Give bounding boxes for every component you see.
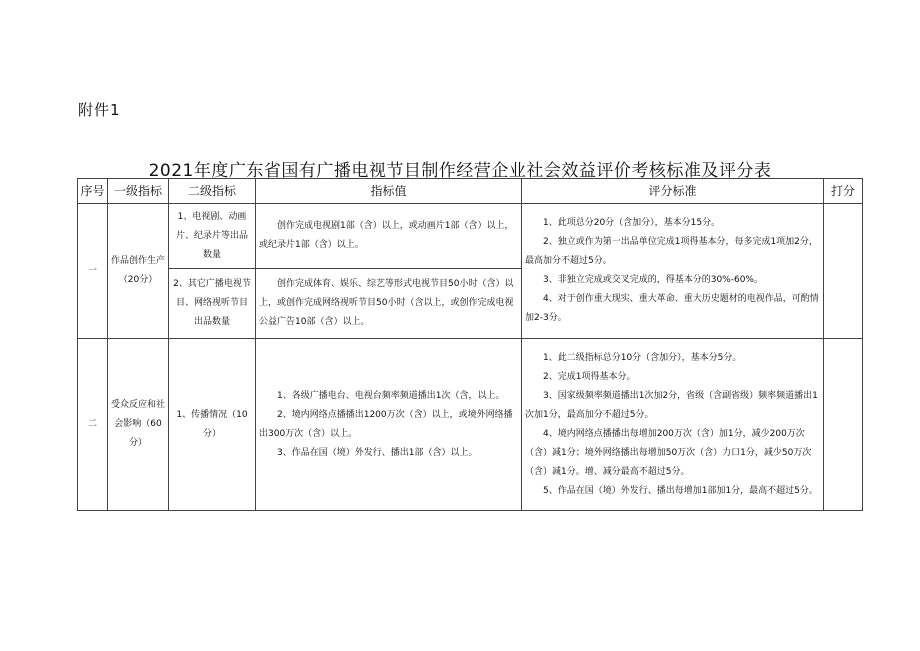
value-text: 创作完成体育、娱乐、综艺等形式电视节目50小时（含）以上，或创作完成网络视听节目50小时（含以上，或创作完成电视公益广告10部（含）以上。 — [259, 279, 514, 327]
row-level2: 2、其它广播电视节目、网络视听节目出品数量 — [169, 269, 256, 339]
score-line: 2、完成1项得基本分。 — [543, 371, 636, 382]
row-level1: 作品创作生产（20分） — [108, 204, 169, 339]
header-row — [78, 179, 863, 204]
score-line: 2、独立或作为第一出品单位完成1项得基本分，每多完成1项加2分，最高加分不超过5分。 — [525, 237, 818, 266]
score-line: 4、对于创作重大现实、重大革命、重大历史题材的电视作品，可酌情加2-3分。 — [525, 294, 819, 323]
row-level1: 受众反应和社会影响（60分） — [108, 339, 169, 511]
score-line: 3、国家级频率频道播出1次加2分，省级（含副省级）频率频道播出1次加1分，最高加分不超过5分。 — [525, 390, 818, 420]
table-row — [78, 339, 863, 511]
header-value: 指标值 — [256, 179, 522, 204]
header-level2: 二级指标 — [169, 179, 256, 204]
mark-cell[interactable] — [824, 339, 863, 511]
mark-cell[interactable] — [824, 204, 863, 339]
document-title: 2021年度广东省国有广播电视节目制作经营企业社会效益评价考核标准及评分表 — [148, 161, 772, 181]
table-row — [78, 204, 863, 269]
header-mark: 打分 — [824, 179, 863, 204]
score-line: 5、作品在国（境）外发行、播出每增加1部加1分，最高不超过5分。 — [543, 485, 818, 496]
value-text: 创作完成电视剧1部（含）以上，或动画片1部（含）以上，或纪录片1部（含）以上。 — [259, 221, 514, 250]
header-level1: 一级指标 — [108, 179, 169, 204]
row-level2: 1、传播情况（10分） — [169, 339, 256, 511]
row-score — [522, 204, 824, 339]
row-no: 一 — [78, 204, 108, 339]
value-line: 2、境内网络点播播出1200万次（含）以上，或境外网络播出300万次（含）以上。 — [259, 409, 513, 439]
row-score — [522, 339, 824, 511]
score-line: 4、境内网络点播播出每增加200万次（含）加1分，减少200万次（含）减1分；境外网络播出每增加50万次（含）力口1分，减少50万次（含）减1分。增、减分最高不超过5分。 — [525, 428, 812, 477]
header-score: 评分标准 — [522, 179, 824, 204]
header-no: 序号 — [78, 179, 108, 204]
row-value — [256, 204, 522, 269]
row-no: 二 — [78, 339, 108, 511]
row-value — [256, 269, 522, 339]
row-value — [256, 339, 522, 511]
score-line: 1、此二级指标总分10分（含加分），基本分5分。 — [543, 352, 742, 363]
scoring-table — [77, 178, 863, 511]
value-line: 3、作品在国（境）外发行、播出1部（含）以上。 — [277, 447, 478, 458]
score-line: 3、非独立完成或交叉完成的，得基本分的30%-60%。 — [543, 275, 763, 285]
value-line: 1、各级广播电台、电视台频率频道播出1次（含，以上。 — [277, 390, 505, 401]
row-level2: 1、电视剧、动画片、纪录片等出品数量 — [169, 204, 256, 269]
score-line: 1、此项总分20分（含加分），基本分15分。 — [543, 218, 721, 228]
attachment-label: 附件1 — [78, 101, 121, 119]
